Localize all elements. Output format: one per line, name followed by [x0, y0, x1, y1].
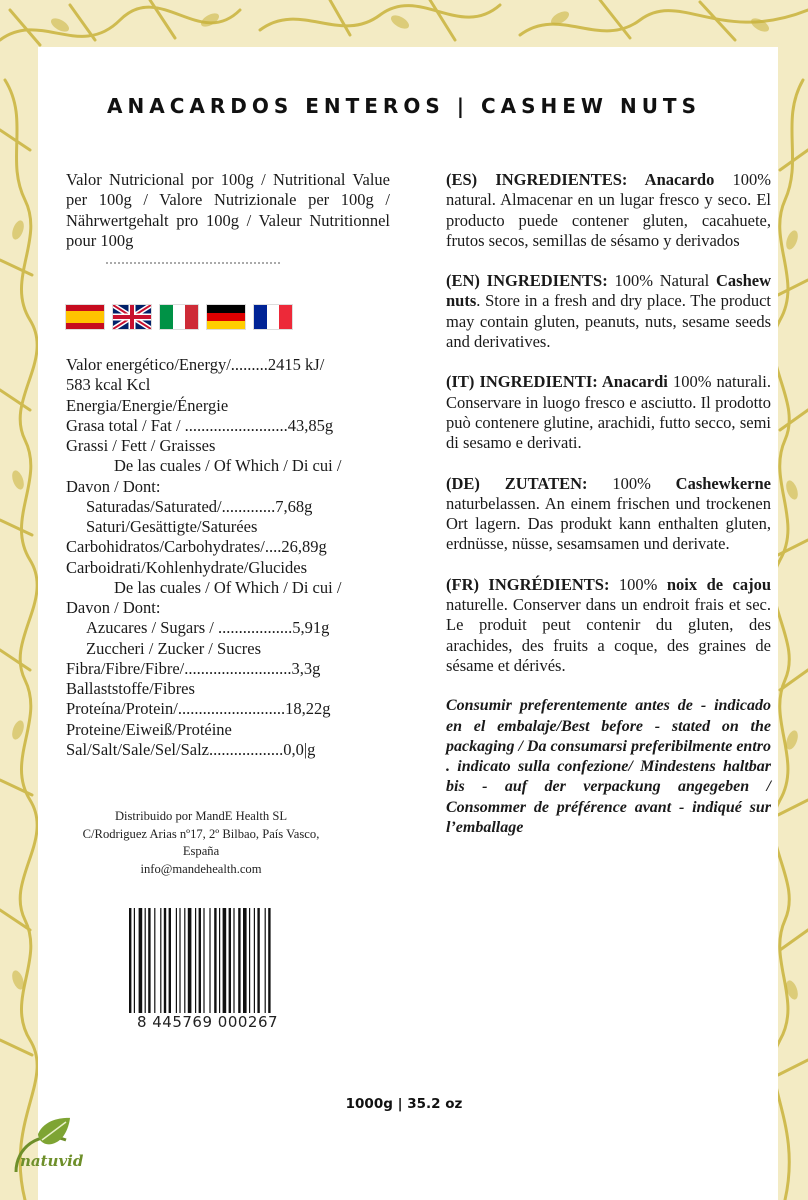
ingredients-es-text: 100% natural. Almacenar en un lugar fresco y seco. El producto puede contener gluten, cacahuete, frutos secos, semillas de sésamo y derivados — [446, 170, 771, 250]
barcode-bar — [233, 908, 234, 1020]
uk-flag-icon — [113, 305, 151, 329]
ingredients-en — [446, 271, 771, 352]
nutrition-line: Ballaststoffe/Fibres — [66, 679, 195, 698]
ingredients-en-label: (EN) INGREDIENTS: — [446, 271, 608, 291]
leaf-logo-icon — [8, 1110, 128, 1190]
distributor-email: info@mandehealth.com — [140, 861, 262, 876]
ingredients-fr-product: noix de cajou — [666, 574, 772, 594]
nutrition-line: Proteine/Eiweiß/Protéine — [66, 719, 232, 739]
nutrition-line: Energia/Energie/Énergie — [66, 395, 229, 415]
barcode-bar — [223, 908, 227, 1020]
ingredients-es-label: (ES) INGREDIENTES: Anacardo — [446, 170, 715, 189]
barcode-bar — [238, 908, 240, 1020]
nutrition-line: Proteína/Protein/..........................18,22g — [66, 699, 331, 719]
barcode-bar — [139, 908, 143, 1020]
nutrition-line: Davon / Dont: — [66, 476, 161, 496]
ingredients-es — [446, 170, 771, 251]
ingredients-column — [446, 170, 771, 838]
best-before-notice: Consumir preferentemente antes de - indicado en el embalaje/Best before - stated on the packaging / Da consumarsi preferibilmente entro . indicato sulla confezione/ Mindestens haltbar bis - auf der verpackung angegeben / Consommer de préférence avant - indiqué sur l’emballage — [446, 697, 771, 837]
spain-flag-icon — [66, 305, 104, 329]
barcode-bar — [129, 908, 131, 1020]
ingredients-fr-label: (FR) INGRÉDIENTS: — [446, 574, 610, 594]
ingredients-it-label: (IT) INGREDIENTI: Anacardi — [446, 372, 668, 392]
product-title: ANACARDOS ENTEROS | CASHEW NUTS — [107, 94, 701, 118]
ingredients-it-text: 100% naturali. Conservare in luogo fresco e asciutto. Il prodotto può contenere glutine, arachidi, futto secco, semi di sesamo e derivati. — [446, 372, 772, 453]
ingredients-fr-text-rest: naturelle. Conserver dans un endroit frais et sec. Le produit peut contenir du gluten, des arachides, des fruits a coque, des graines de sésame et dérivés. — [446, 595, 771, 675]
nutrition-line: Azucares / Sugars / ..................5,91g — [86, 618, 330, 638]
barcode-bar — [209, 908, 210, 1020]
italy-flag-icon — [160, 305, 198, 329]
barcode-bar — [176, 908, 177, 1020]
nutrition-line: Valor energético/Energy/.........2415 kJ/ — [66, 355, 325, 374]
nutrition-line: Saturadas/Saturated/.............7,68g — [86, 496, 313, 516]
distributor-name: Distribuido por MandE Health SL — [114, 809, 288, 823]
barcode-bar — [134, 908, 135, 1020]
barcode-bar — [195, 908, 196, 1020]
barcode-bar — [257, 908, 259, 1020]
barcode-bar — [249, 908, 250, 1020]
distributor-info — [66, 808, 336, 878]
barcode-bar — [184, 908, 185, 1020]
ingredients-fr-text: 100% — [609, 574, 667, 594]
nutrition-line: Saturi/Gesättigte/Saturées — [86, 517, 258, 536]
nutrition-line: Grasa total / Fat / .........................43,85g — [66, 415, 334, 435]
ingredients-de — [446, 474, 771, 555]
ingredients-en-product: Cashew nuts — [446, 271, 771, 311]
natuvid-logo — [8, 1110, 128, 1190]
barcode-bar — [188, 908, 192, 1020]
barcode-bar — [160, 908, 161, 1020]
barcode-bar — [219, 908, 220, 1020]
net-weight: 1000g | 35.2 oz — [345, 1096, 463, 1112]
nutrition-intro-block — [66, 170, 390, 251]
barcode-bar — [268, 908, 270, 1020]
nutrition-line: 583 kcal Kcl — [66, 375, 151, 395]
nutrition-line: Carbohidratos/Carbohydrates/....26,89g — [66, 537, 327, 557]
ingredients-it — [446, 372, 771, 453]
nutrition-table — [66, 355, 396, 760]
barcode-bar — [199, 908, 201, 1020]
barcode-bar — [254, 908, 255, 1020]
ingredients-de-product: Cashewkerne — [675, 473, 771, 493]
barcode-bar — [145, 908, 146, 1020]
barcode-bar — [265, 908, 266, 1020]
logo-wordmark: natuvid — [20, 1152, 84, 1170]
nutrition-line: De las cuales / Of Which / Di cui / — [114, 577, 342, 597]
ingredients-en-text: 100% Natural — [607, 271, 716, 291]
barcode-bar — [169, 908, 171, 1020]
germany-flag-icon — [207, 305, 245, 329]
barcode-bar — [229, 908, 231, 1020]
nutrition-line: De las cuales / Of Which / Di cui / — [114, 456, 342, 476]
barcode-bar — [164, 908, 166, 1020]
nutrition-line: Zuccheri / Zucker / Sucres — [86, 638, 262, 658]
ingredients-fr — [446, 575, 771, 676]
nutrition-line: Grassi / Fett / Graisses — [66, 436, 216, 455]
barcode-bar — [154, 908, 155, 1020]
barcode-bar — [148, 908, 150, 1020]
barcode-bars-icon — [125, 908, 290, 1023]
ingredients-en-text-rest: . Store in a fresh and dry place. The product may contain gluten, peanuts, nuts, sesame seeds and derivatives. — [446, 291, 771, 352]
nutrition-line: Davon / Dont: — [66, 598, 161, 617]
nutrition-line: Sal/Salt/Sale/Sel/Salz..................0,0|g — [66, 739, 316, 759]
nutrition-line: Carboidrati/Kohlenhydrate/Glucides — [66, 557, 308, 577]
barcode-bar — [179, 908, 180, 1020]
ingredients-de-text: 100% — [587, 473, 676, 493]
dotted-divider — [106, 262, 280, 264]
distributor-address: C/Rodriguez Arias nº17, 2º Bilbao, País Vasco, España — [82, 826, 320, 858]
nutrition-intro: Valor Nutricional por 100g / Nutritional Value per 100g / Valore Nutrizionale per 100g / Nährwertgehalt pro 100g / Valeur Nutritionnel pour 100g — [66, 170, 390, 250]
barcode — [125, 908, 290, 1033]
ingredients-de-text-rest: naturbelassen. An einem frischen und trockenen Ort lagern. Das produkt kann enthalten gluten, erdnüsse, nüsse, sesamsamen und derivate. — [446, 493, 771, 554]
france-flag-icon — [254, 305, 292, 329]
barcode-bar — [214, 908, 216, 1020]
nutrition-line: Fibra/Fibre/Fibre/..........................3,3g — [66, 658, 321, 678]
barcode-bar — [203, 908, 204, 1020]
barcode-number: 8 445769 000267 — [125, 1013, 290, 1031]
barcode-bar — [243, 908, 247, 1020]
ingredients-de-label: (DE) ZUTATEN: — [446, 473, 588, 493]
